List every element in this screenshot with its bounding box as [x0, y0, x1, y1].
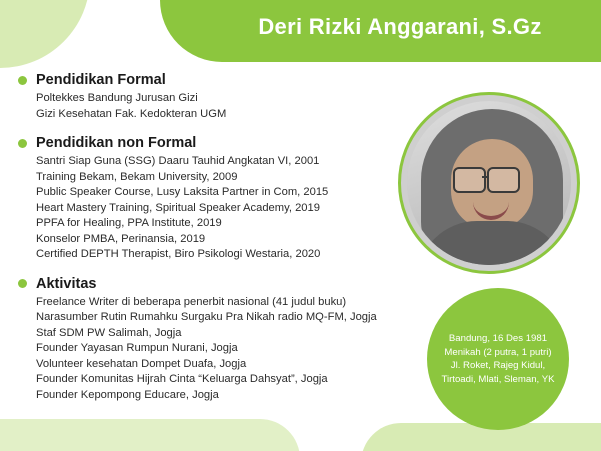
bullet-dot-icon — [18, 279, 27, 288]
info-line: Tirtoadi, Mlati, Sleman, YK — [441, 373, 555, 385]
list-item: Founder Komunitas Hijrah Cinta “Keluarga Dahsyat”, Jogja — [36, 373, 328, 385]
personal-info-text — [429, 332, 566, 386]
section-body — [36, 154, 410, 263]
personal-info-badge — [427, 288, 569, 430]
section-title: Pendidikan Formal — [36, 72, 166, 88]
list-item: Narasumber Rutin Rumahku Surgaku Pra Nikah radio MQ-FM, Jogja — [36, 311, 377, 323]
list-item: Certified DEPTH Therapist, Biro Psikologi Westaria, 2020 — [36, 248, 321, 260]
decorative-blob-top-left — [0, 0, 90, 68]
list-item: Gizi Kesehatan Fak. Kedokteran UGM — [36, 107, 227, 120]
section-title: Pendidikan non Formal — [36, 135, 197, 151]
list-item: Staf SDM PW Salimah, Jogja — [36, 326, 182, 339]
section-body — [36, 295, 410, 404]
avatar-glasses-left — [453, 167, 486, 193]
list-item: Public Speaker Course, Lusy Laksita Partner in Com, 2015 — [36, 186, 329, 198]
list-item: Heart Mastery Training, Spiritual Speaker Academy, 2019 — [36, 201, 320, 214]
avatar-glasses-right — [487, 167, 520, 193]
list-item: Santri Siap Guna (SSG) Daaru Tauhid Angkatan VI, 2001 — [36, 155, 320, 167]
section-header — [18, 72, 410, 88]
list-item: Training Bekam, Bekam University, 2009 — [36, 170, 238, 183]
section-header — [18, 276, 410, 292]
section-body — [36, 91, 410, 122]
section-aktivitas — [18, 276, 410, 404]
section-pendidikan-formal — [18, 72, 410, 122]
bullet-dot-icon — [18, 139, 27, 148]
list-item: Volunteer kesehatan Dompet Duafa, Jogja — [36, 357, 247, 370]
avatar — [398, 92, 580, 274]
decorative-blob-bottom-left — [0, 419, 300, 451]
list-item: PPFA for Healing, PPA Institute, 2019 — [36, 217, 222, 229]
list-item: Konselor PMBA, Perinansia, 2019 — [36, 232, 206, 245]
page-title: Deri Rizki Anggarani, S.Gz — [258, 14, 542, 39]
section-pendidikan-non-formal — [18, 135, 410, 263]
list-item: Founder Yayasan Rumpun Nurani, Jogja — [36, 342, 238, 354]
bullet-dot-icon — [18, 76, 27, 85]
section-header — [18, 135, 410, 151]
list-item: Freelance Writer di beberapa penerbit nasional (41 judul buku) — [36, 295, 347, 308]
list-item: Founder Kepompong Educare, Jogja — [36, 388, 219, 401]
content-column — [18, 72, 410, 416]
section-title: Aktivitas — [36, 275, 97, 292]
list-item: Poltekkes Bandung Jurusan Gizi — [36, 92, 198, 104]
avatar-image — [407, 101, 571, 265]
info-line: Menikah (2 putra, 1 putri) — [444, 346, 552, 358]
info-line: Bandung, 16 Des 1981 — [448, 333, 548, 344]
avatar-glasses-bridge — [482, 176, 488, 178]
info-line: Jl. Roket, Rajeg Kidul, — [450, 360, 546, 371]
